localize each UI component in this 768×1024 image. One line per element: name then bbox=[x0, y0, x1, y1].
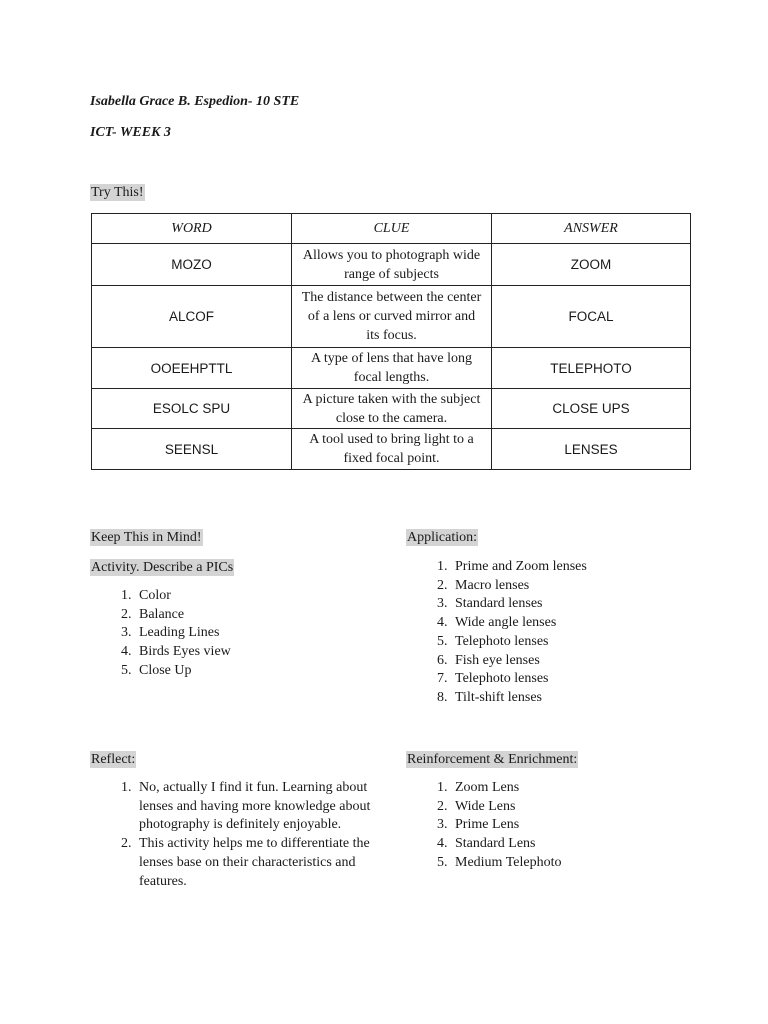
clue-cell: A type of lens that have long focal lengths. bbox=[292, 348, 492, 389]
list-item: 4. Birds Eyes view bbox=[135, 643, 375, 662]
table-row bbox=[92, 286, 691, 348]
reflect-heading: Reflect: bbox=[91, 752, 136, 767]
table-row bbox=[92, 429, 691, 470]
list-item: 1. Zoom Lens bbox=[451, 779, 721, 798]
list-item: 5. Medium Telephoto bbox=[451, 854, 721, 873]
answer-cell: TELEPHOTO bbox=[492, 348, 691, 389]
keep-in-mind-heading: Keep This in Mind! bbox=[91, 530, 202, 545]
column-header-answer: ANSWER bbox=[492, 214, 691, 244]
list-item: 8. Tilt-shift lenses bbox=[451, 689, 721, 708]
list-item: 3. Standard lenses bbox=[451, 595, 721, 614]
list-item: 7. Telephoto lenses bbox=[451, 670, 721, 689]
list-item: 2. Macro lenses bbox=[451, 577, 721, 596]
list-item: 6. Fish eye lenses bbox=[451, 652, 721, 671]
column-header-clue: CLUE bbox=[292, 214, 492, 244]
list-item: 4. Standard Lens bbox=[451, 835, 721, 854]
activity-heading: Activity. Describe a PICs bbox=[91, 560, 234, 575]
application-list bbox=[406, 558, 721, 708]
word-cell: ALCOF bbox=[92, 286, 292, 348]
clue-cell: A picture taken with the subject close to the camera. bbox=[292, 389, 492, 429]
list-item: 1. Color bbox=[135, 587, 375, 606]
answer-cell: FOCAL bbox=[492, 286, 691, 348]
list-item: 3. Leading Lines bbox=[135, 624, 375, 643]
list-item: 5. Close Up bbox=[135, 662, 375, 681]
word-cell: OOEEHPTTL bbox=[92, 348, 292, 389]
list-item: 3. Prime Lens bbox=[451, 816, 721, 835]
reinforcement-list bbox=[406, 779, 721, 873]
table-row bbox=[92, 244, 691, 286]
table-row bbox=[92, 348, 691, 389]
activity-list bbox=[90, 587, 375, 681]
student-name-line: Isabella Grace B. Espedion- 10 STE bbox=[90, 94, 300, 109]
list-item: 2. This activity helps me to differentiate the lenses base on their characteristics and features. bbox=[135, 835, 403, 891]
list-item: 4. Wide angle lenses bbox=[451, 614, 721, 633]
answer-cell: LENSES bbox=[492, 429, 691, 470]
clue-cell: The distance between the center of a lens or curved mirror and its focus. bbox=[292, 286, 492, 348]
answer-cell: ZOOM bbox=[492, 244, 691, 286]
subject-week-line: ICT- WEEK 3 bbox=[90, 125, 171, 140]
clue-cell: A tool used to bring light to a fixed focal point. bbox=[292, 429, 492, 470]
list-item: 2. Balance bbox=[135, 606, 375, 625]
try-this-heading: Try This! bbox=[91, 185, 144, 200]
word-cell: MOZO bbox=[92, 244, 292, 286]
answer-cell: CLOSE UPS bbox=[492, 389, 691, 429]
list-item: 5. Telephoto lenses bbox=[451, 633, 721, 652]
table-row bbox=[92, 389, 691, 429]
table-header-row bbox=[92, 214, 691, 244]
word-cell: ESOLC SPU bbox=[92, 389, 292, 429]
application-heading: Application: bbox=[407, 530, 477, 545]
list-item: 1. No, actually I find it fun. Learning about lenses and having more knowledge about photography is definitely enjoyable. bbox=[135, 779, 403, 835]
list-item: 1. Prime and Zoom lenses bbox=[451, 558, 721, 577]
clue-cell: Allows you to photograph wide range of subjects bbox=[292, 244, 492, 286]
reflect-list bbox=[90, 779, 403, 891]
word-puzzle-table bbox=[91, 213, 691, 470]
list-item: 2. Wide Lens bbox=[451, 798, 721, 817]
word-cell: SEENSL bbox=[92, 429, 292, 470]
column-header-word: WORD bbox=[92, 214, 292, 244]
reinforcement-heading: Reinforcement & Enrichment: bbox=[407, 752, 578, 767]
